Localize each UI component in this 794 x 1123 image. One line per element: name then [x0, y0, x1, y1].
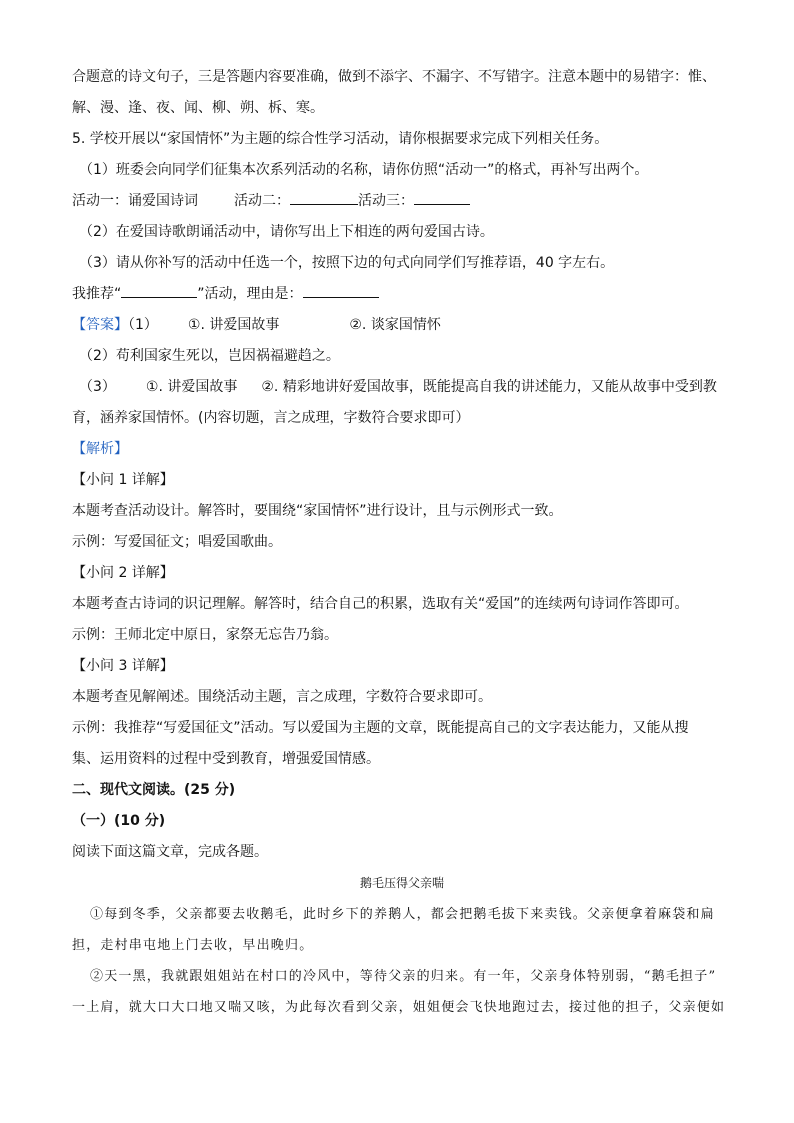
blank-field [414, 190, 470, 205]
answer-part: （1） [128, 317, 158, 333]
recommend-prefix: 我推荐“ [72, 286, 122, 302]
answer-line-4: 育，涵养家国情怀。(内容切题，言之成理，字数符合要求即可） [72, 410, 470, 426]
instruction-text: 阅读下面这篇文章，完成各题。 [72, 844, 268, 860]
text-line: 本题考查古诗词的识记理解。解答时，结合自己的积累，选取有关“爱国”的连续两句诗词作答即可。 [72, 596, 689, 612]
subsection-heading: （一）(10 分) [72, 813, 166, 829]
answer-option-2: ②. 精彩地讲好爱国故事，既能提高自我的讲述能力，又能从故事中受到教 [261, 379, 717, 395]
story-paragraph-1: ①每到冬季，父亲都要去收鹅毛，此时乡下的养鹅人，都会把鹅毛拔下来卖钱。父亲便拿着麻袋和扁 [90, 907, 715, 922]
text-line: 本题考查活动设计。解答时，要围绕“家国情怀”进行设计，且与示例形式一致。 [72, 503, 563, 519]
text-line: 解、漫、逢、夜、闻、柳、朔、柝、寒。 [72, 100, 324, 116]
sub-detail-heading-3: 【小问 3 详解】 [72, 658, 174, 674]
activity-three-label: 活动三： [358, 193, 414, 209]
recommend-suffix: ”活动，理由是： [197, 286, 303, 302]
answer-option-1: ①. 讲爱国故事 [187, 317, 280, 333]
answer-option-1: ①. 讲爱国故事 [145, 379, 238, 395]
section-heading: 二、现代文阅读。(25 分) [72, 782, 236, 798]
sub-question-1: （1）班委会向同学们征集本次系列活动的名称，请你仿照“活动一”的格式，再补写出两个。 [79, 162, 649, 178]
answer-line-2: （2）苟利国家生死以，岂因祸福避趋之。 [79, 348, 340, 364]
sub-question-2: （2）在爱国诗歌朗诵活动中，请你写出上下相连的两句爱国古诗。 [79, 224, 494, 240]
activity-two-label: 活动二： [234, 193, 290, 209]
story-paragraph-1-cont: 担，走村串屯地上门去收，早出晚归。 [72, 938, 314, 953]
story-paragraph-2-cont: 一上肩，就大口大口地又喘又咳，为此每次看到父亲，姐姐便会飞快地跑过去，接过他的担子，父亲便如 [72, 1000, 726, 1015]
activity-line [72, 186, 732, 217]
answer-option-2: ②. 谈家国情怀 [349, 317, 441, 333]
answer-label: 【答案】 [72, 317, 128, 333]
text-line: 集、运用资料的过程中受到教育，增强爱国情感。 [72, 751, 380, 767]
analysis-label: 【解析】 [72, 441, 128, 457]
text-line: 示例：王师北定中原日，家祭无忘告乃翁。 [72, 627, 338, 643]
document-page [72, 62, 732, 1023]
story-paragraph-2: ②天一黑，我就跟姐姐站在村口的冷风中，等待父亲的归来。有一年，父亲身体特别弱，“鹅毛担子” [90, 969, 717, 984]
activity-one: 活动一：诵爱国诗词 [72, 193, 198, 209]
text-line: 合题意的诗文句子，三是答题内容要准确，做到不添字、不漏字、不写错字。注意本题中的易错字：惟、 [72, 69, 716, 85]
sub-detail-heading-1: 【小问 1 详解】 [72, 472, 174, 488]
text-line: 示例：写爱国征文；唱爱国歌曲。 [72, 534, 282, 550]
answer-line-1 [72, 310, 732, 341]
recommend-line [72, 279, 732, 310]
text-line: 本题考查见解阐述。围绕活动主题，言之成理，字数符合要求即可。 [72, 689, 492, 705]
story-title: 鹅毛压得父亲喘 [359, 876, 444, 890]
blank-field [303, 283, 379, 298]
text-line: 示例：我推荐“写爱国征文”活动。写以爱国为主题的文章，既能提高自己的文字表达能力，又能从搜 [72, 720, 689, 736]
answer-part: （3） [79, 379, 116, 395]
blank-field [290, 190, 358, 205]
answer-line-3 [72, 372, 732, 403]
blank-field [121, 283, 197, 298]
sub-detail-heading-2: 【小问 2 详解】 [72, 565, 174, 581]
question-5: 5. 学校开展以“家国情怀”为主题的综合性学习活动，请你根据要求完成下列相关任务。 [72, 131, 609, 147]
sub-question-3: （3）请从你补写的活动中任选一个，按照下边的句式向同学们写推荐语，40 字左右。 [79, 255, 615, 271]
